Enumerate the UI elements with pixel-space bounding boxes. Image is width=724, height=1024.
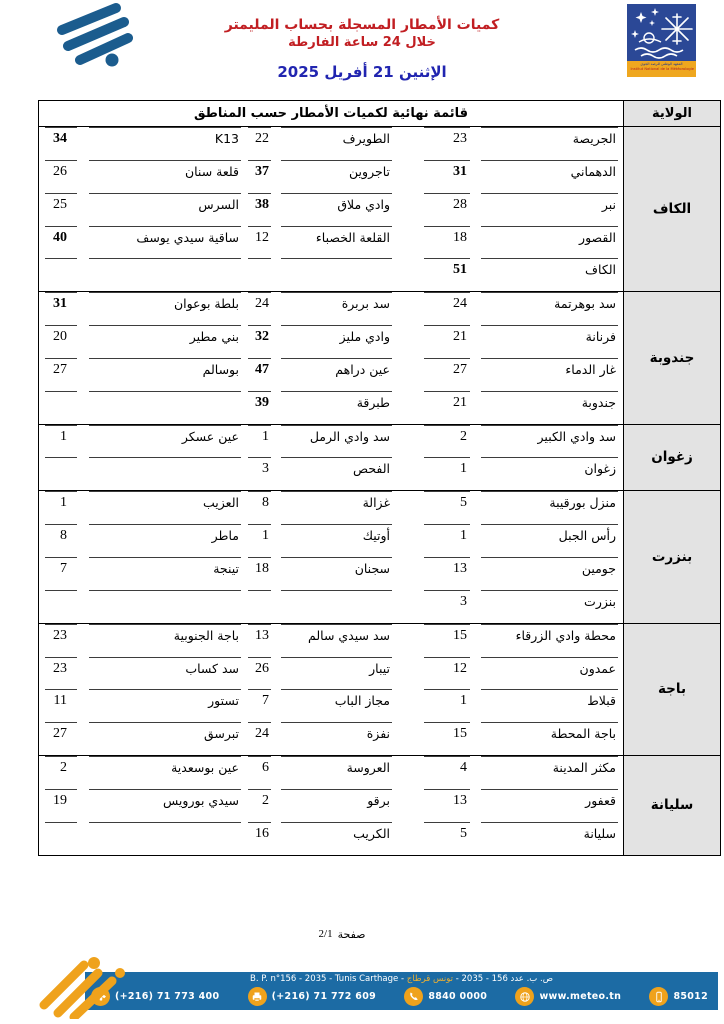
footer-address-ar: ص. ب. عدد 156 - 2035 - تونس قرطاج <box>406 974 553 984</box>
rainfall-value-cell: 20 <box>39 325 81 358</box>
rainfall-value-cell: 12 <box>246 226 273 259</box>
footer-swoosh-icon <box>22 953 142 1019</box>
station-name-cell: العروسة <box>273 756 397 789</box>
rainfall-value-cell: 23 <box>397 127 473 160</box>
station-name-cell <box>81 457 246 490</box>
station-name-cell: الكاف <box>473 258 623 291</box>
rainfall-value-cell: 7 <box>39 557 81 590</box>
rainfall-value-cell: 40 <box>39 226 81 259</box>
governorate-block <box>39 291 720 423</box>
contact-mobile: 8840 0000 <box>404 987 487 1006</box>
rainfall-value-cell <box>39 590 81 623</box>
governorate-block <box>39 623 720 755</box>
governorate-label: الكاف <box>623 127 720 291</box>
rainfall-value-cell: 21 <box>397 325 473 358</box>
table-row <box>39 491 623 524</box>
rainfall-value-cell <box>39 457 81 490</box>
rainfall-value-cell: 8 <box>246 491 273 524</box>
station-name-cell: K13 <box>81 127 246 160</box>
rainfall-value-cell <box>39 258 81 291</box>
rainfall-value-cell: 13 <box>246 624 273 657</box>
station-name-cell: سد وادي الرمل <box>273 425 397 458</box>
station-name-cell: باجة المحطة <box>473 722 623 755</box>
station-rows <box>39 491 623 622</box>
station-name-cell: نبر <box>473 193 623 226</box>
rainfall-value-cell: 2 <box>246 789 273 822</box>
rainfall-value-cell: 23 <box>39 624 81 657</box>
rainfall-value-cell: 3 <box>246 457 273 490</box>
rainfall-value-cell: 1 <box>397 524 473 557</box>
table-body <box>39 126 720 855</box>
rainfall-value-cell <box>39 822 81 855</box>
station-name-cell: سد بوهرتمة <box>473 292 623 325</box>
station-name-cell: جندوبة <box>473 391 623 424</box>
report-header <box>150 16 574 81</box>
mobile-icon <box>404 987 423 1006</box>
station-name-cell: سد سيدي سالم <box>273 624 397 657</box>
station-name-cell: قعفور <box>473 789 623 822</box>
rainfall-value-cell: 12 <box>397 657 473 690</box>
station-rows <box>39 292 623 423</box>
report-date: الإثنين 21 أفريل 2025 <box>277 63 447 81</box>
station-name-cell: عين عسكر <box>81 425 246 458</box>
governorate-label: زغوان <box>623 425 720 491</box>
footer-address-city: تونس قرطاج <box>406 974 454 984</box>
rainfall-value-cell: 1 <box>397 689 473 722</box>
station-name-cell: محطة وادي الزرقاء <box>473 624 623 657</box>
rainfall-value-cell: 5 <box>397 491 473 524</box>
station-rows <box>39 624 623 755</box>
contact-sms: 85012 <box>649 987 708 1006</box>
governorate-block <box>39 755 720 855</box>
station-name-cell: وادي ملاق <box>273 193 397 226</box>
contact-fax: (+216) 71 772 609 <box>248 987 376 1006</box>
rainfall-value-cell: 25 <box>39 193 81 226</box>
station-name-cell <box>273 590 397 623</box>
station-name-cell: تستور <box>81 689 246 722</box>
rainfall-value-cell: 22 <box>246 127 273 160</box>
station-name-cell: باجة الجنوبية <box>81 624 246 657</box>
station-name-cell: سد وادي الكبير <box>473 425 623 458</box>
station-name-cell: الدهماني <box>473 160 623 193</box>
inm-logo-caption: المعهد الوطني للرصد الجوي Institut National de la Météorologie <box>627 61 696 77</box>
station-name-cell: تاجروين <box>273 160 397 193</box>
table-row <box>39 358 623 391</box>
rainfall-value-cell: 34 <box>39 127 81 160</box>
table-row <box>39 325 623 358</box>
table-row <box>39 789 623 822</box>
rainfall-value-cell: 1 <box>246 425 273 458</box>
rainfall-value-cell: 23 <box>39 657 81 690</box>
station-name-cell <box>81 590 246 623</box>
rainfall-value-cell: 2 <box>39 756 81 789</box>
station-name-cell: نفزة <box>273 722 397 755</box>
rainfall-value-cell: 1 <box>39 491 81 524</box>
rainfall-value-cell: 2 <box>397 425 473 458</box>
station-name-cell: منزل بورقيبة <box>473 491 623 524</box>
swoosh-dot <box>106 54 119 67</box>
table-row <box>39 624 623 657</box>
footer-address <box>85 974 718 984</box>
table-row <box>39 689 623 722</box>
station-rows <box>39 425 623 491</box>
station-name-cell: قبلاط <box>473 689 623 722</box>
rainfall-value-cell: 27 <box>39 358 81 391</box>
table-header-row <box>39 101 720 126</box>
rainfall-value-cell: 7 <box>246 689 273 722</box>
page-number <box>0 928 684 941</box>
rainfall-value-cell: 1 <box>397 457 473 490</box>
rainfall-value-cell: 8 <box>39 524 81 557</box>
station-name-cell: تينجة <box>81 557 246 590</box>
station-name-cell: غار الدماء <box>473 358 623 391</box>
rainfall-value-cell: 27 <box>39 722 81 755</box>
report-title-line1: كميات الأمطار المسجلة بحساب المليمتر <box>224 17 500 33</box>
station-name-cell: بنزرت <box>473 590 623 623</box>
station-name-cell: عين بوسعدية <box>81 756 246 789</box>
report-title-line2: خلال 24 ساعة الفارطة <box>288 35 436 50</box>
rainfall-value-cell: 18 <box>397 226 473 259</box>
rainfall-value-cell <box>246 258 273 291</box>
station-name-cell: سجنان <box>273 557 397 590</box>
rainfall-value-cell: 28 <box>397 193 473 226</box>
station-name-cell: بلطة بوعوان <box>81 292 246 325</box>
sms-icon <box>649 987 668 1006</box>
table-row <box>39 160 623 193</box>
station-name-cell: طبرقة <box>273 391 397 424</box>
footer-bar <box>85 972 718 1010</box>
page-number-value: 2/1 <box>318 928 333 940</box>
governorate-label: بنزرت <box>623 491 720 622</box>
station-name-cell: أوتيك <box>273 524 397 557</box>
table-row <box>39 391 623 424</box>
rainfall-value-cell: 16 <box>246 822 273 855</box>
governorate-label: جندوبة <box>623 292 720 423</box>
station-name-cell: سد بربرة <box>273 292 397 325</box>
table-row <box>39 822 623 855</box>
station-name-cell: بني مطير <box>81 325 246 358</box>
rainfall-value-cell: 24 <box>246 722 273 755</box>
station-name-cell <box>81 258 246 291</box>
station-rows <box>39 756 623 855</box>
station-name-cell <box>273 258 397 291</box>
table-row <box>39 756 623 789</box>
rainfall-value-cell: 38 <box>246 193 273 226</box>
table-row <box>39 524 623 557</box>
rainfall-value-cell: 26 <box>246 657 273 690</box>
station-name-cell: عين دراهم <box>273 358 397 391</box>
contact-phone: (+216) 71 773 400 <box>91 987 219 1006</box>
station-name-cell: سيدي بورويس <box>81 789 246 822</box>
rainfall-value-cell: 24 <box>397 292 473 325</box>
table-row <box>39 425 623 458</box>
rainfall-value-cell: 13 <box>397 789 473 822</box>
table-title: قائمة نهائية لكميات الأمطار حسب المناطق <box>193 106 469 121</box>
rainfall-value-cell: 6 <box>246 756 273 789</box>
station-name-cell <box>81 822 246 855</box>
station-name-cell: وادي مليز <box>273 325 397 358</box>
footer-contacts <box>91 987 708 1006</box>
station-name-cell <box>81 391 246 424</box>
rainfall-value-cell: 31 <box>397 160 473 193</box>
governorate-block <box>39 424 720 491</box>
table-row <box>39 193 623 226</box>
inm-logo <box>627 4 696 77</box>
rainfall-value-cell: 18 <box>246 557 273 590</box>
station-name-cell: ساقية سيدي يوسف <box>81 226 246 259</box>
station-name-cell: سليانة <box>473 822 623 855</box>
rainfall-value-cell: 1 <box>246 524 273 557</box>
table-row <box>39 292 623 325</box>
table-row <box>39 258 623 291</box>
station-name-cell: العزيب <box>81 491 246 524</box>
station-name-cell: جومين <box>473 557 623 590</box>
station-name-cell: الطويرف <box>273 127 397 160</box>
station-name-cell: تبرسق <box>81 722 246 755</box>
governorate-label: باجة <box>623 624 720 755</box>
table-row <box>39 127 623 160</box>
footer-address-fr: B. P. n°156 - 2035 - Tunis Carthage - <box>250 974 405 984</box>
contact-web: www.meteo.tn <box>515 987 621 1006</box>
rainfall-value-cell: 31 <box>39 292 81 325</box>
fax-icon <box>248 987 267 1006</box>
rainfall-value-cell: 26 <box>39 160 81 193</box>
station-name-cell: بوسالم <box>81 358 246 391</box>
table-row <box>39 457 623 490</box>
station-name-cell: الكريب <box>273 822 397 855</box>
rainfall-value-cell: 39 <box>246 391 273 424</box>
station-name-cell: رأس الجبل <box>473 524 623 557</box>
station-rows <box>39 127 623 291</box>
station-name-cell: القلعة الخصباء <box>273 226 397 259</box>
globe-icon <box>515 987 534 1006</box>
table-row <box>39 590 623 623</box>
station-name-cell: غزالة <box>273 491 397 524</box>
rainfall-value-cell: 21 <box>397 391 473 424</box>
station-name-cell: الفحص <box>273 457 397 490</box>
station-name-cell: مكثر المدينة <box>473 756 623 789</box>
rainfall-value-cell: 37 <box>246 160 273 193</box>
governorate-label: سليانة <box>623 756 720 855</box>
page-number-word: صفحة <box>337 928 366 941</box>
table-row <box>39 557 623 590</box>
rainfall-value-cell: 15 <box>397 624 473 657</box>
rainfall-value-cell: 5 <box>397 822 473 855</box>
swoosh-logo-icon <box>28 0 138 80</box>
station-name-cell: السرس <box>81 193 246 226</box>
rainfall-value-cell: 24 <box>246 292 273 325</box>
rainfall-value-cell: 51 <box>397 258 473 291</box>
rainfall-value-cell: 11 <box>39 689 81 722</box>
governorate-block <box>39 490 720 622</box>
rainfall-value-cell: 32 <box>246 325 273 358</box>
inm-logo-art <box>627 4 696 61</box>
table-row <box>39 226 623 259</box>
rainfall-value-cell <box>39 391 81 424</box>
rainfall-value-cell: 47 <box>246 358 273 391</box>
station-name-cell: الجريصة <box>473 127 623 160</box>
station-name-cell: قلعة سنان <box>81 160 246 193</box>
rainfall-value-cell: 1 <box>39 425 81 458</box>
rainfall-value-cell <box>246 590 273 623</box>
station-name-cell: عمدون <box>473 657 623 690</box>
governorate-column-header: الولاية <box>623 101 720 126</box>
rainfall-value-cell: 15 <box>397 722 473 755</box>
station-name-cell: برقو <box>273 789 397 822</box>
station-name-cell: ماطر <box>81 524 246 557</box>
station-name-cell: سد كساب <box>81 657 246 690</box>
rainfall-value-cell: 3 <box>397 590 473 623</box>
station-name-cell: مجاز الباب <box>273 689 397 722</box>
station-name-cell: تيبار <box>273 657 397 690</box>
rainfall-value-cell: 4 <box>397 756 473 789</box>
governorate-block <box>39 126 720 291</box>
swoosh-logo <box>28 0 138 80</box>
rainfall-value-cell: 19 <box>39 789 81 822</box>
station-name-cell: فرنانة <box>473 325 623 358</box>
station-name-cell: زغوان <box>473 457 623 490</box>
table-row <box>39 657 623 690</box>
rainfall-table <box>38 100 721 856</box>
table-row <box>39 722 623 755</box>
rainfall-value-cell: 27 <box>397 358 473 391</box>
rainfall-value-cell: 13 <box>397 557 473 590</box>
station-name-cell: القصور <box>473 226 623 259</box>
